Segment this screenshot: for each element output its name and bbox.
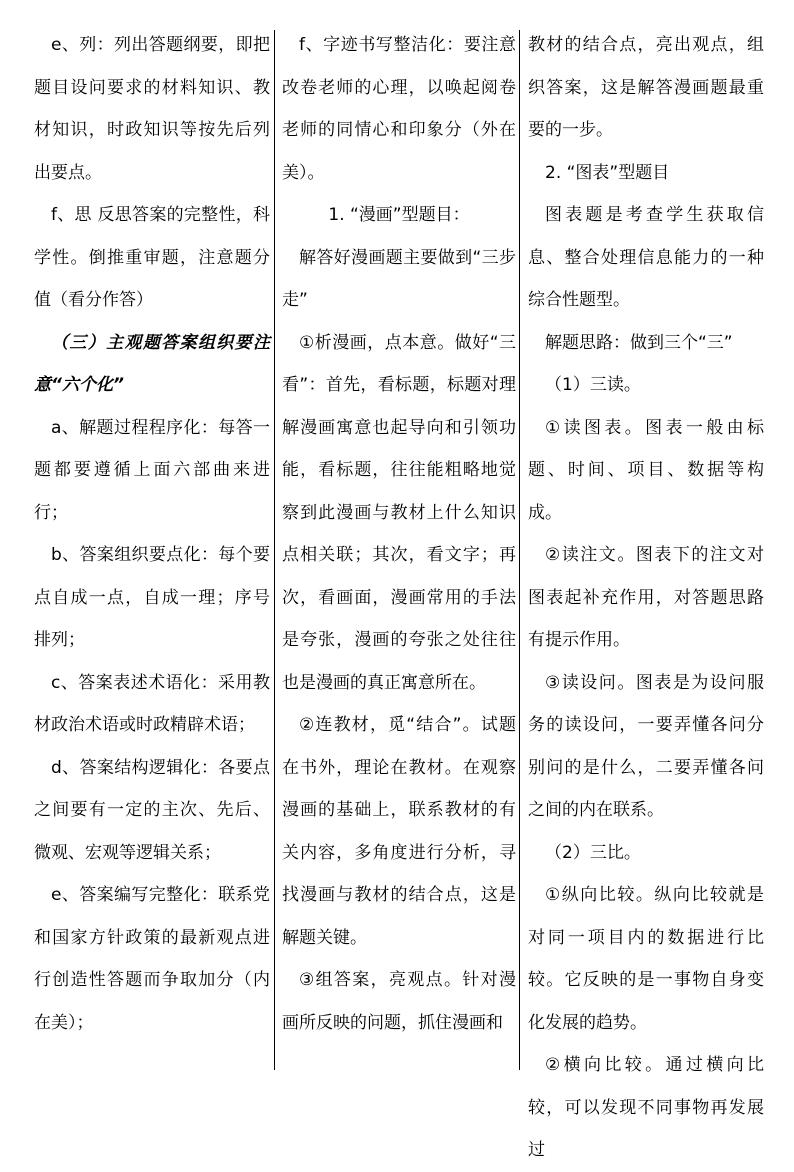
paragraph: ①纵向比较。纵向比较就是对同一项目内的数据进行比较。它反映的是一事物自身变化发展的趋势。 bbox=[528, 885, 764, 1033]
column-divider-right bbox=[519, 30, 520, 1070]
paragraph: （2）三比。 bbox=[545, 842, 641, 863]
paragraph: 2. “图表”型题目 bbox=[545, 162, 670, 183]
paragraph: 1. “漫画”型题目： bbox=[328, 205, 470, 225]
paragraph: ②读注文。图表下的注文对图表起补充作用，对答题思路有提示作用。 bbox=[528, 545, 764, 650]
text-column-left bbox=[34, 24, 270, 1074]
paragraph: 教材的结合点，亮出观点，组织答案，这是解答漫画题最重要的一步。 bbox=[528, 35, 764, 140]
paragraph: ①析漫画，点本意。做好“三看”：首先，看标题，标题对理解漫画寓意也起导向和引领功能，看标题，往往能粗略地觉察到此漫画与教材上什么知识点相关联；其次，看文字；再次，看画面，漫画常用的手法是夸张，漫画的夸张之处往往也是漫画的真正寓意所在。 bbox=[282, 332, 516, 693]
paragraph: d、答案结构逻辑化：各要点之间要有一定的主次、先后、微观、宏观等逻辑关系； bbox=[34, 757, 270, 863]
paragraph: c、答案表述术语化：采用教材政治术语或时政精辟术语； bbox=[34, 672, 270, 735]
paragraph: ②连教材，觅“结合”。试题在书外，理论在教材。在观察漫画的基础上，联系教材的有关内容，多角度进行分析，寻找漫画与教材的结合点，这是解题关键。 bbox=[282, 715, 516, 948]
section-heading: （三）主观题答案组织要注意“六个化” bbox=[34, 332, 270, 395]
paragraph: f、字迹书写整洁化：要注意改卷老师的心理，以唤起阅卷老师的同情心和印象分（外在美）。 bbox=[282, 35, 516, 183]
paragraph: ③读设问。图表是为设问服务的读设问，一要弄懂各问分别问的是什么，二要弄懂各问之间的内在联系。 bbox=[528, 672, 764, 820]
text-column-right bbox=[528, 24, 764, 1160]
paragraph: a、解题过程程序化：每答一题都要遵循上面六部曲来进行； bbox=[34, 417, 270, 523]
paragraph: b、答案组织要点化：每个要点自成一点，自成一理；序号排列； bbox=[34, 545, 270, 650]
paragraph: e、答案编写完整化：联系党和国家方针政策的最新观点进行创造性答题而争取加分（内在美）； bbox=[34, 885, 270, 1033]
text-column-middle bbox=[282, 24, 516, 1074]
paragraph: 解答好漫画题主要做到“三步走” bbox=[282, 247, 516, 310]
column-divider-left bbox=[274, 30, 275, 1070]
paragraph: f、思 反思答案的完整性，科学性。倒推重审题，注意题分值（看分作答） bbox=[34, 205, 270, 310]
paragraph: （1）三读。 bbox=[545, 375, 641, 395]
paragraph: 解题思路：做到三个“三” bbox=[545, 332, 733, 353]
paragraph: 图表题是考查学生获取信息、整合处理信息能力的一种综合性题型。 bbox=[528, 205, 764, 310]
paragraph: ②横向比较。通过横向比较，可以发现不同事物再发展过 bbox=[528, 1055, 764, 1160]
paragraph: ③组答案，亮观点。针对漫画所反映的问题，抓住漫画和 bbox=[282, 970, 516, 1033]
paragraph: e、列：列出答题纲要，即把题目设问要求的材料知识、教材知识，时政知识等按先后列出要点。 bbox=[34, 35, 270, 183]
paragraph: ①读图表。图表一般由标题、时间、项目、数据等构成。 bbox=[528, 417, 764, 523]
